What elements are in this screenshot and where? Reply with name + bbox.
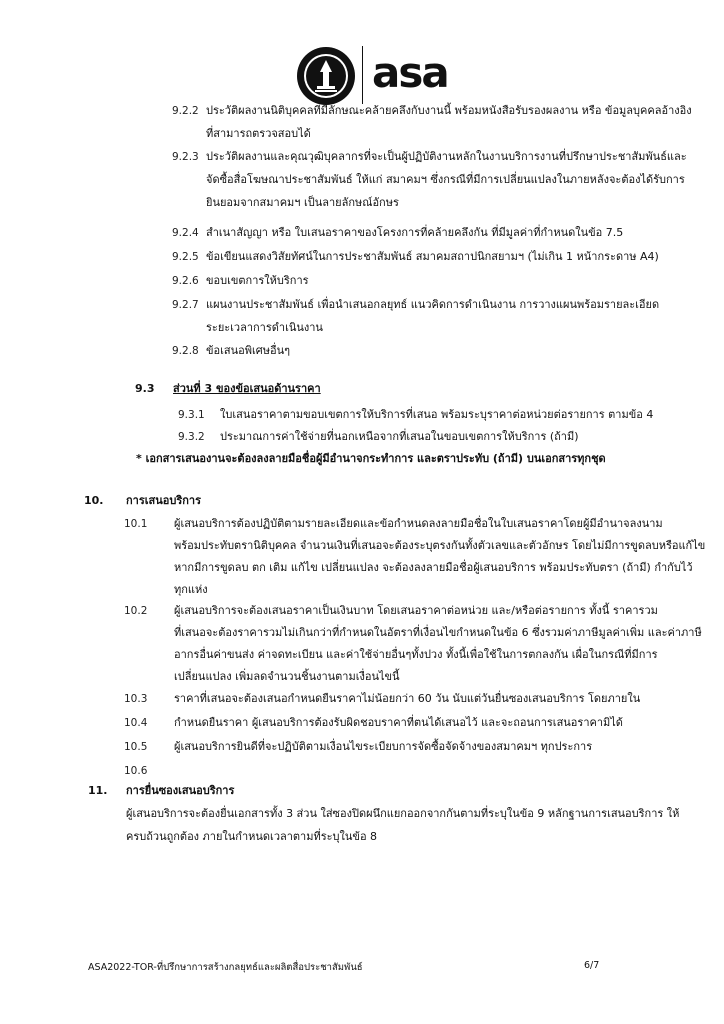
item-9-2-text-line: ประวัติผลงานและคุณวุฒิบุคลากรที่จะเป็นผู้ปฏิบัติงานหลักในงานบริการงานที่ปรึกษาประชาสัมพันธ์และ [206, 150, 687, 163]
item-10-text-line: ราคาที่เสนอจะต้องเสนอกำหนดยืนราคาไม่น้อยกว่า 60 วัน นับแต่วันยื่นซองเสนอบริการ โดยภายใน [174, 692, 641, 705]
footer-document-code: ASA2022-TOR-ที่ปรึกษาการสร้างกลยุทธ์และผลิตสื่อประชาสัมพันธ์ [88, 962, 363, 973]
section-10-number: 10. [84, 494, 104, 507]
item-9-2-number: 9.2.6 [172, 275, 199, 287]
item-10-text-line: พร้อมประทับตรานิติบุคคล จำนวนเงินที่เสนอจะต้องระบุตรงกันทั้งตัวเลขและตัวอักษร โดยไม่มีการขูดลบหรือแก้ไข [174, 539, 706, 552]
item-10-text-line: หากมีการขูดลบ ตก เติม แก้ไข เปลี่ยนแปลง จะต้องลงลายมือชื่อผู้เสนอบริการ พร้อมประทับตรา (ถ้ามี) กำกับไว้ [174, 561, 693, 574]
item-10-text-line: ที่เสนอจะต้องราคารวมไม่เกินกว่าที่กำหนดในอัตราที่เงื่อนไขกำหนดในข้อ 6 ซึ่งรวมค่าภาษีมูลค่าเพิ่ม และค่าภาษี [174, 626, 702, 639]
item-10-text-line: ผู้เสนอบริการต้องปฏิบัติตามรายละเอียดและข้อกำหนดลงลายมือชื่อในใบเสนอราคาโดยผู้มีอำนาจลงนาม [174, 517, 663, 530]
item-9-3-2-number: 9.3.2 [178, 431, 205, 443]
section-11-number: 11. [88, 784, 108, 797]
item-9-2-number: 9.2.5 [172, 251, 199, 263]
item-9-2-number: 9.2.2 [172, 105, 199, 117]
item-10-text-line: ผู้เสนอบริการยินดีที่จะปฏิบัติตามเงื่อนไขระเบียบการจัดซื้อจัดจ้างของสมาคมฯ ทุกประการ [174, 740, 593, 753]
item-9-2-text-line: ขอบเขตการให้บริการ [206, 274, 309, 287]
item-10-text-line: เปลี่ยนแปลง เพิ่มลดจำนวนชิ้นงานตามเงื่อนไขนี้ [174, 670, 400, 683]
item-9-2-text-line: ยินยอมจากสมาคมฯ เป็นลายลักษณ์อักษร [206, 196, 399, 209]
item-10-text-line: อากรอื่นค่าขนส่ง ค่าจดทะเบียน และค่าใช้จ่ายอื่นๆทั้งปวง ทั้งนี้เพื่อใช้ในการตกลงกัน เผื่อในกรณีที่มีการ [174, 648, 658, 661]
header-divider [362, 46, 363, 104]
item-9-2-text-line: ประวัติผลงานนิติบุคคลที่มีลักษณะคล้ายคลึงกับงานนี้ พร้อมหนังสือรับรองผลงาน หรือ ข้อมูลบุคคลอ้างอิง [206, 104, 692, 117]
section-9-3-title: ส่วนที่ 3 ของข้อเสนอด้านราคา [173, 382, 321, 395]
item-10-text-line: ผู้เสนอบริการจะต้องเสนอราคาเป็นเงินบาท โดยเสนอราคาต่อหน่วย และ/หรือต่อรายการ ทั้งนี้ ราคารวม [174, 604, 658, 617]
section-9-3-number: 9.3 [135, 382, 155, 395]
item-9-2-number: 9.2.7 [172, 299, 199, 311]
item-9-2-text-line: สำเนาสัญญา หรือ ใบเสนอราคาของโครงการที่คล้ายคลึงกัน ที่มีมูลค่าที่กำหนดในข้อ 7.5 [206, 226, 624, 239]
item-9-3-1-text: ใบเสนอราคาตามขอบเขตการให้บริการที่เสนอ พร้อมระบุราคาต่อหน่วยต่อรายการ ตามข้อ 4 [220, 408, 654, 421]
item-9-2-number: 9.2.3 [172, 151, 199, 163]
item-9-2-text-line: ระยะเวลาการดำเนินงาน [206, 321, 323, 334]
item-9-2-text-line: ที่สามารถตรวจสอบได้ [206, 127, 311, 140]
item-9-3-2-text: ประมาณการค่าใช้จ่ายที่นอกเหนือจากที่เสนอในขอบเขตการให้บริการ (ถ้ามี) [220, 430, 579, 443]
section-11-line-1: ผู้เสนอบริการจะต้องยื่นเอกสารทั้ง 3 ส่วน ใส่ซองปิดผนึกแยกออกจากกันตามที่ระบุในข้อ 9 หลักฐานการเสนอบริการ ให้ [126, 807, 680, 820]
item-9-2-number: 9.2.8 [172, 345, 199, 357]
section-11-line-2: ครบถ้วนถูกต้อง ภายในกำหนดเวลาตามที่ระบุในข้อ 8 [126, 830, 378, 843]
item-10-number: 10.6 [124, 765, 148, 777]
item-10-number: 10.3 [124, 693, 148, 705]
section-11-title: การยื่นซองเสนอบริการ [126, 784, 235, 797]
item-10-number: 10.2 [124, 605, 148, 617]
item-10-text-line: กำหนดยืนราคา ผู้เสนอบริการต้องรับผิดชอบราคาที่ตนได้เสนอไว้ และจะถอนการเสนอราคามิได้ [174, 716, 623, 729]
item-9-3-1-number: 9.3.1 [178, 409, 205, 421]
item-9-2-text-line: แผนงานประชาสัมพันธ์ เพื่อนำเสนอกลยุทธ์ แนวคิดการดำเนินงาน การวางแผนพร้อมรายละเอียด [206, 298, 660, 311]
brand-wordmark: asa [372, 48, 448, 97]
asa-seal-logo [296, 46, 356, 106]
signature-note: * เอกสารเสนองานจะต้องลงลายมือชื่อผู้มีอำนาจกระทำการ และตราประทับ (ถ้ามี) บนเอกสารทุกชุด [136, 452, 606, 465]
item-9-2-number: 9.2.4 [172, 227, 199, 239]
item-10-number: 10.1 [124, 518, 148, 530]
item-10-number: 10.4 [124, 717, 148, 729]
item-10-text-line: ทุกแห่ง [174, 583, 208, 596]
footer-page-number: 6/7 [584, 960, 600, 971]
item-9-2-text-line: จัดซื้อสื่อโฆษณาประชาสัมพันธ์ ให้แก่ สมาคมฯ ซึ่งกรณีที่มีการเปลี่ยนแปลงในภายหลังจะต้องได้รับการ [206, 173, 685, 186]
item-9-2-text-line: ข้อเขียนแสดงวิสัยทัศน์ในการประชาสัมพันธ์ สมาคมสถาปนิกสยามฯ (ไม่เกิน 1 หน้ากระดาษ A4) [206, 250, 659, 263]
item-9-2-text-line: ข้อเสนอพิเศษอื่นๆ [206, 344, 291, 357]
section-10-title: การเสนอบริการ [126, 494, 201, 507]
item-10-number: 10.5 [124, 741, 148, 753]
